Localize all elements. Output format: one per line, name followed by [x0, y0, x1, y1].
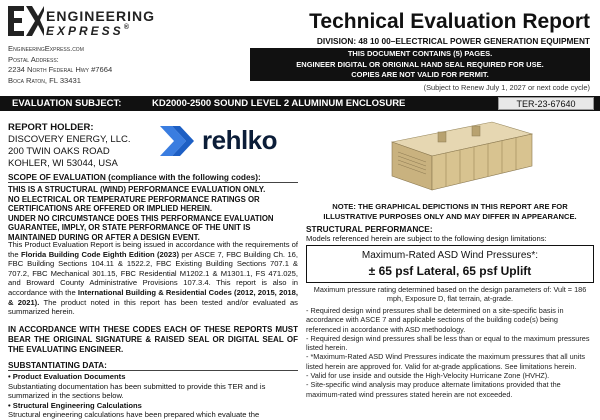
evaluation-description: This Product Evaluation Report is being issued in accordance with the requirements of the Florida Building Code Eighth Edition (2023) per ASCE 7, FBC Building Ch. 16, FBC Building Sections 104.11 & 1522.2, FBC Existing Building Sections 707.1 & 707.2, FBC Mechanical 301.15, FBC Residential M1202.1 & M1301.1, FS 471.025, and Broward County Administrative Provisions 107.3.4. This report is also in accordance with the International Building & Residential Codes (2012, 2015, 2018, & 2021). The product noted in this report has been tested and/or evaluated as summarized herein.	[8, 240, 298, 317]
substantiating-item-title: • Product Evaluation Documents	[8, 372, 126, 381]
substantiating-item-body: Structural engineering calculations have been prepared which evaluate the	[8, 410, 260, 420]
divider	[8, 370, 298, 371]
document-notice-box	[250, 48, 590, 81]
enclosure-illustration	[380, 120, 540, 192]
wind-pressure-heading: Maximum-Rated ASD Wind Pressures*:	[361, 250, 539, 261]
scope-line: CERTIFICATIONS ARE OFFERED OR IMPLIED HEREIN.	[8, 204, 213, 213]
scope-line: UNDER NO CIRCUMSTANCE DOES THIS PERFORMANCE EVALUATION	[8, 213, 274, 223]
notice-line: COPIES ARE NOT VALID FOR PERMIT.	[351, 70, 489, 79]
accordance-statement: IN ACCORDANCE WITH THESE CODES EACH OF THESE REPORTS MUST BEAR THE ORIGINAL SIGNATURE & RAISED SEAL OR DIGITAL SEAL OF THE EVALUATING ENGINEER.	[8, 325, 298, 354]
structural-performance-heading: STRUCTURAL PERFORMANCE:	[306, 224, 433, 234]
subject-label: EVALUATION SUBJECT:	[12, 98, 122, 109]
scope-disclaimer	[8, 185, 298, 242]
rehlko-wordmark: rehlko	[202, 125, 278, 155]
ee-logo-icon	[8, 6, 44, 36]
holder-line: KOHLER, WI 53044, USA	[8, 158, 118, 169]
company-address	[8, 44, 208, 86]
division-label: DIVISION: 48 10 00–ELECTRICAL POWER GENERATION EQUIPMENT	[316, 36, 590, 46]
wind-design-parameters: Maximum pressure rating determined based on the design parameters of: Vult = 186 mph, Exposure D, flat terrain, at-grade.	[313, 285, 587, 303]
report-holder-heading: REPORT HOLDER:	[8, 122, 94, 133]
address-line1: 2234 North Federal Hwy #7664	[8, 65, 113, 74]
evaluation-subject-bar	[0, 96, 600, 111]
holder-line: 200 TWIN OAKS ROAD	[8, 146, 110, 157]
performance-subheading: Models referenced herein are subject to the following design limitations:	[306, 234, 547, 243]
report-title: Technical Evaluation Report	[309, 10, 590, 33]
substantiating-body	[8, 372, 298, 420]
scope-heading: SCOPE OF EVALUATION (compliance with the following codes):	[8, 172, 261, 182]
list-item: - Required design wind pressures shall be less than or equal to the maximum pressures listed herein.	[306, 333, 590, 353]
wind-pressure-value: ± 65 psf Lateral, 65 psf Uplift	[368, 264, 532, 278]
subject-text: KD2000-2500 SOUND LEVEL 2 ALUMINUM ENCLOSURE	[152, 98, 406, 109]
engineering-express-logo	[8, 6, 198, 40]
scope-line: GUARANTEE, IMPLY, OR STATE PERFORMANCE OF THE UNIT IS	[8, 223, 251, 232]
list-item: - Site-specific wind analysis may produce alternate limitations provided that the maximum-rated wind pressures stated herein are not exceeded.	[306, 380, 561, 399]
notice-line: ENGINEER DIGITAL OR ORIGINAL HAND SEAL REQUIRED FOR USE.	[296, 59, 544, 69]
rehlko-logo	[158, 124, 308, 160]
scope-line: NO ELECTRICAL OR TEMPERATURE PERFORMANCE RATINGS OR	[8, 194, 260, 204]
address-line2: Boca Raton, FL 33431	[8, 75, 81, 85]
substantiating-item-title: • Structural Engineering Calculations	[8, 400, 142, 410]
graphics-disclaimer: NOTE: THE GRAPHICAL DEPICTIONS IN THIS REPORT ARE FOR ILLUSTRATIVE PURPOSES ONLY AND MAY DIFFER IN APPEARANCE.	[323, 202, 577, 221]
rehlko-chevron-icon	[158, 124, 198, 158]
design-limitations-list	[306, 306, 594, 399]
holder-line: DISCOVERY ENERGY, LLC.	[8, 134, 131, 145]
list-item: - Required design wind pressures shall be determined on a site-specific basis in accordance with ASCE 7 and applicable sections of the building code(s) being referenced in accordance with ASD methodology.	[306, 306, 564, 334]
list-item: - *Maximum-Rated ASD Wind Pressures indicate the maximum pressures that all units listed herein are approved for. Valid for at-grade applications. See limitations herein.	[306, 352, 586, 371]
scope-line: MAINTAINED DURING OR AFTER A DESIGN EVENT.	[8, 232, 200, 242]
postal-label: Postal Address:	[8, 54, 59, 64]
substantiating-item-body: Substantiating documentation has been submitted to provide this TER and is summarized in the sections below.	[8, 381, 266, 401]
notice-line: THIS DOCUMENT CONTAINS (5) PAGES.	[347, 49, 493, 58]
trademark-symbol: ®	[123, 24, 129, 31]
substantiating-heading: SUBSTANTIATING DATA:	[8, 360, 107, 370]
scope-line: THIS IS A STRUCTURAL (WIND) PERFORMANCE EVALUATION ONLY.	[8, 185, 266, 194]
website-link[interactable]: EngineeringExpress.com	[8, 44, 84, 53]
divider	[8, 182, 298, 183]
renewal-note: (Subject to Renew July 1, 2027 or next code cycle)	[423, 83, 590, 92]
logo-text-engineering: ENGINEERING	[46, 8, 156, 24]
ter-number-badge: TER-23-67640	[498, 97, 594, 110]
logo-text-express: EXPRESS®	[46, 24, 129, 38]
wind-pressure-box	[306, 245, 594, 283]
list-item: - Valid for use inside and outside the High-Velocity Hurricane Zone (HVHZ).	[306, 371, 550, 381]
